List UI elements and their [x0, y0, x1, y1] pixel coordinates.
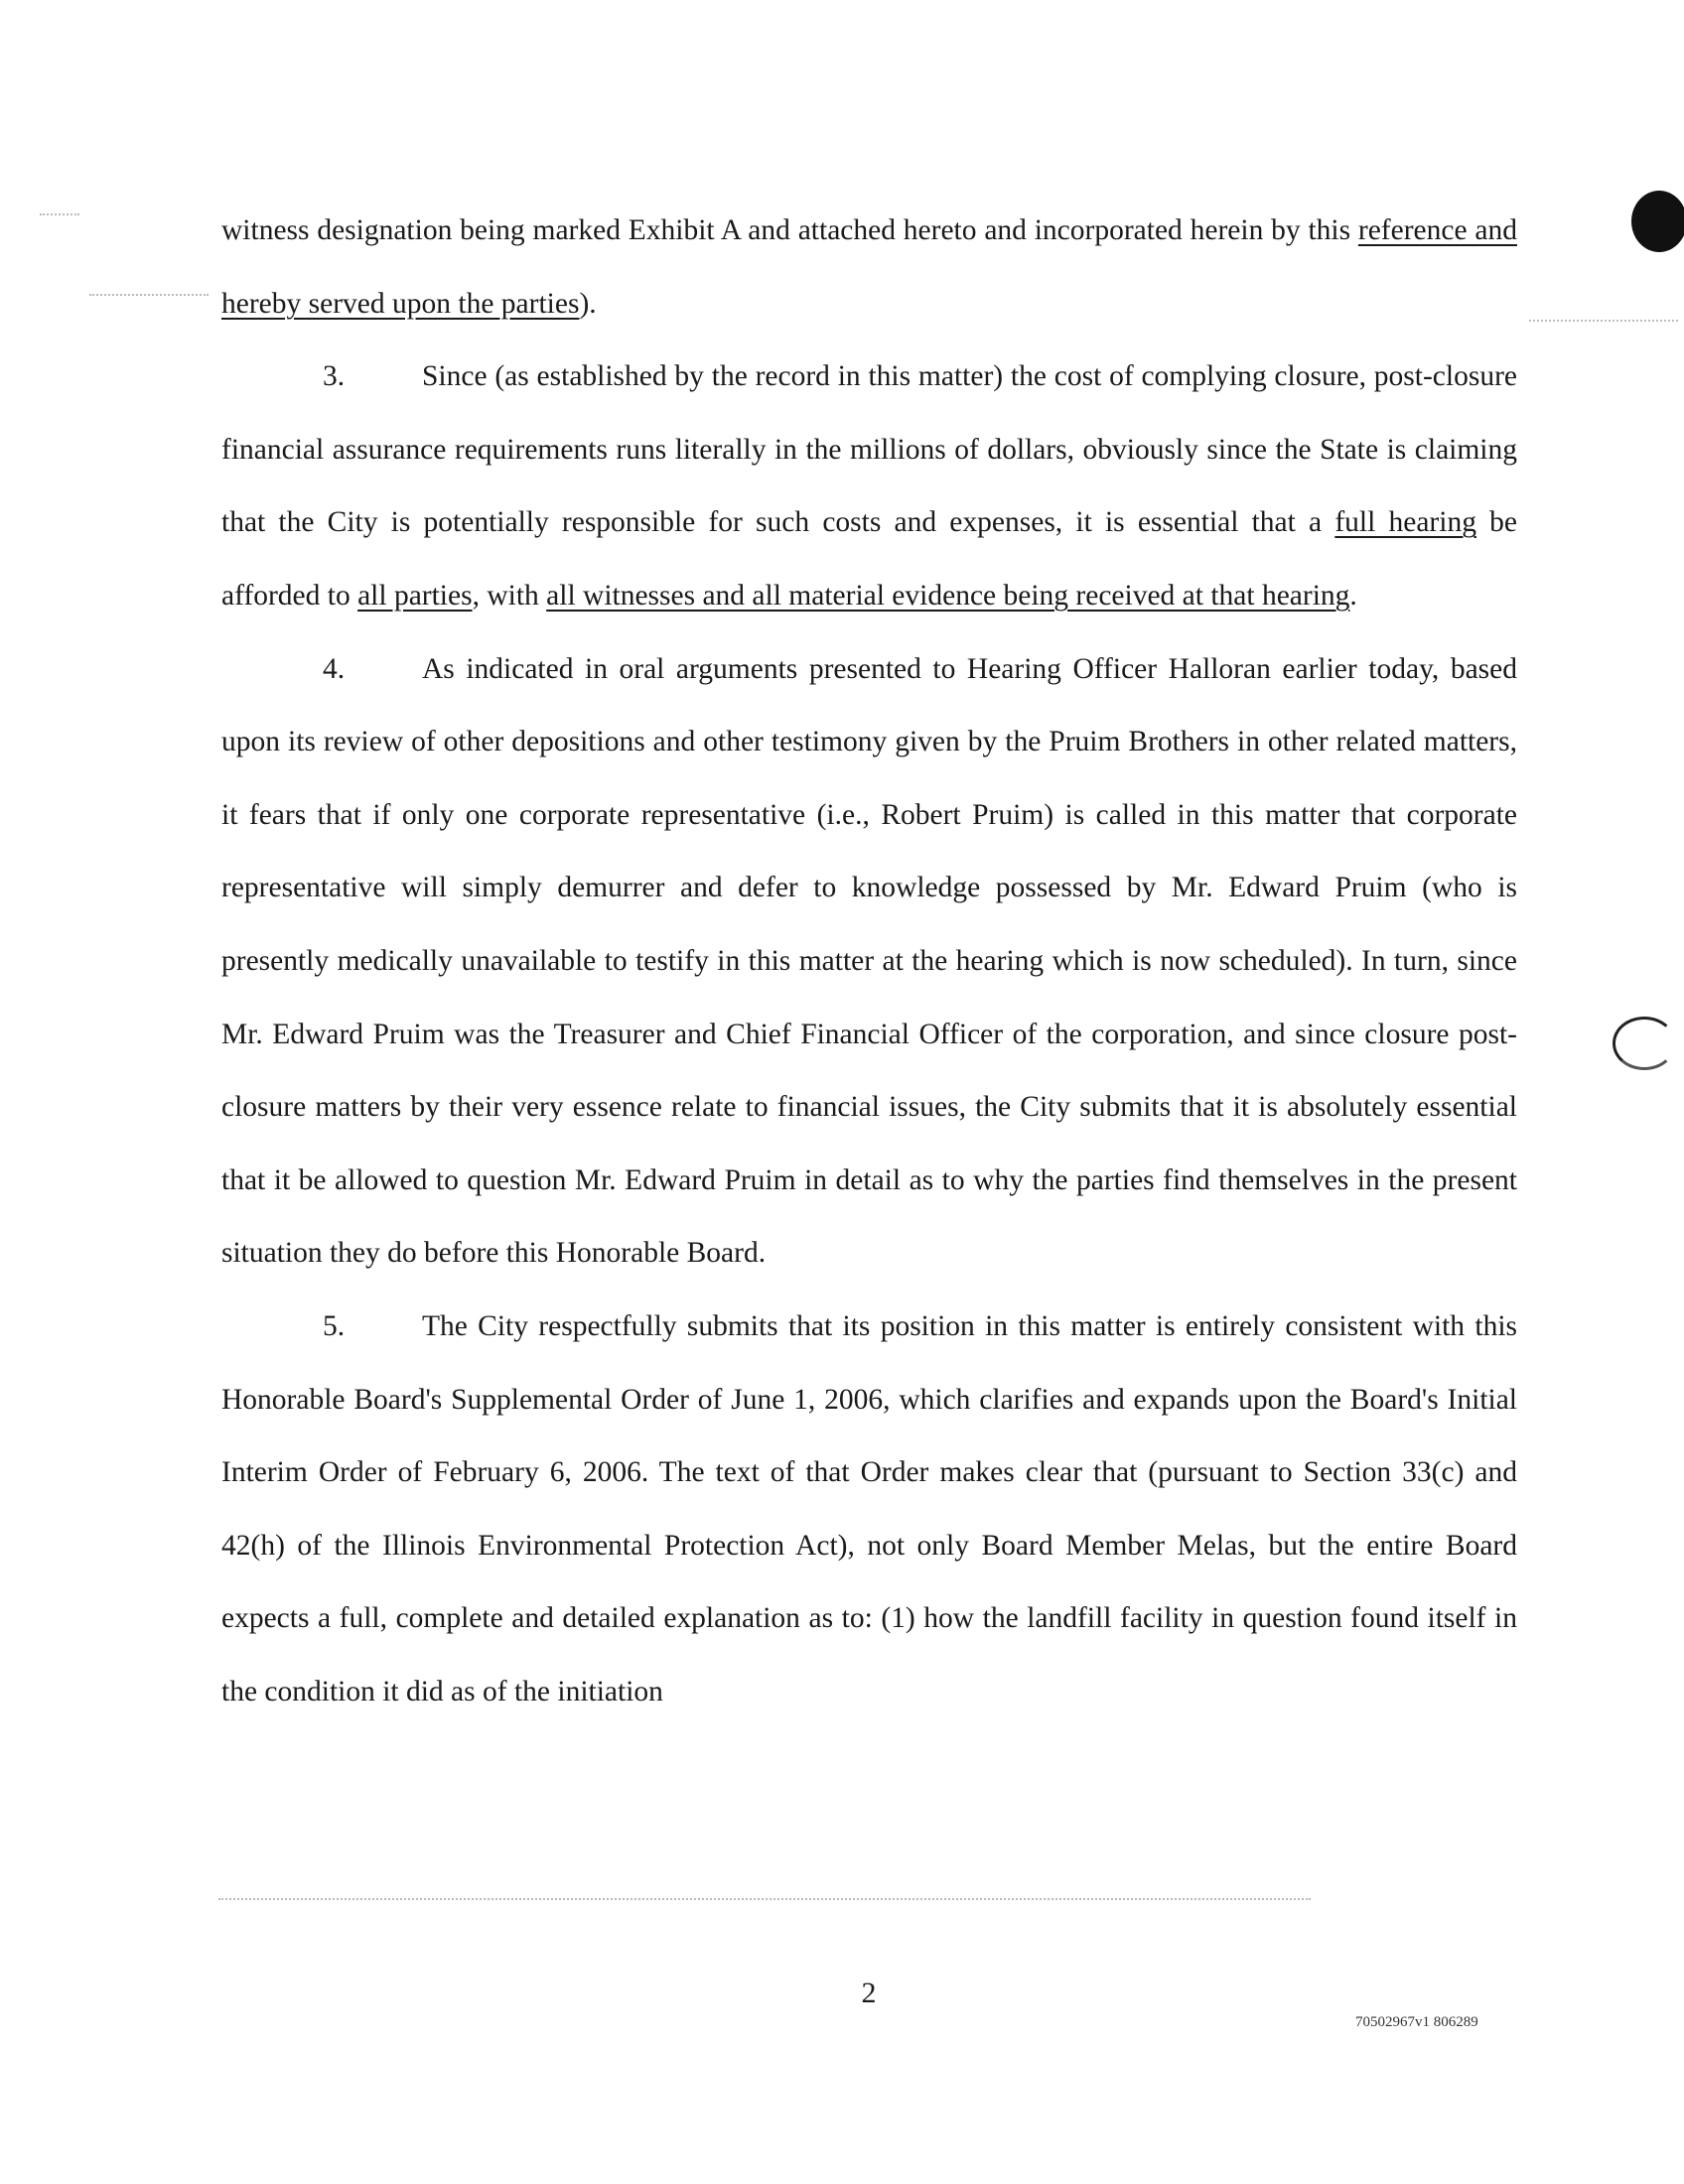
- paragraph-text: witness designation being marked Exhibit A and attached hereto and incorporated herein by this: [221, 214, 1358, 246]
- staple-artifact: [1613, 1017, 1676, 1070]
- underlined-text: all witnesses and all material evidence being received at that hearing: [546, 579, 1350, 612]
- underlined-text: all parties: [357, 579, 473, 612]
- scan-noise: [218, 1898, 1311, 1902]
- paragraph-text: .: [1349, 579, 1357, 612]
- document-id: 70502967v1 806289: [1355, 2014, 1478, 2030]
- paragraph-text: The City respectfully submits that its position in this matter is entirely consistent with this Honorable Board's Supplemental Order of June 1, 2006, which clarifies and expands upon the Board's Initial Interim Order of February 6, 2006. The text of that Order makes clear that (pursuant to Section 33(c) and 42(h) of the Illinois Environmental Protection Act), not only Board Member Melas, but the entire Board expects a full, complete and detailed explanation as to: (1) how the landfill facility in question found itself in the condition it did as of the initiation: [221, 1309, 1517, 1707]
- underlined-text: full hearing: [1334, 506, 1476, 539]
- page-number: 2: [861, 1977, 877, 2009]
- paragraph-text: As indicated in oral arguments presented to Hearing Officer Halloran earlier today, based upon its review of other depositions and other testimony given by the Pruim Brothers in other related matters, it fears that if only one corporate representative (i.e., Robert Pruim) is called in this matter that corporate representative will simply demurrer and defer to knowledge possessed by Mr. Edward Pruim (who is presently medically unavailable to testify in this matter at the hearing which is now scheduled). In turn, since Mr. Edward Pruim was the Treasurer and Chief Financial Officer of the corporation, and since closure post-closure matters by their very essence relate to financial issues, the City submits that it is absolutely essential that it be allowed to question Mr. Edward Pruim in detail as to why the parties find themselves in the present situation they do before this Honorable Board.: [221, 652, 1517, 1270]
- paragraph-number: 5.: [323, 1309, 346, 1342]
- underlined-text: reference and hereby served upon the parties: [221, 214, 1517, 320]
- punch-hole-artifact: [1631, 191, 1684, 252]
- scan-noise: [1529, 320, 1678, 324]
- numbered-paragraph: [221, 1291, 1517, 1729]
- paragraph-number: 4.: [323, 652, 346, 685]
- scan-noise: [40, 213, 79, 217]
- continuation-paragraph: [221, 195, 1517, 341]
- scan-noise: [89, 294, 209, 298]
- numbered-paragraph: [221, 341, 1517, 632]
- paragraph-number: 3.: [323, 360, 346, 393]
- document-body: [221, 195, 1517, 1728]
- paragraph-text: Since (as established by the record in this matter) the cost of complying closure, post-closure financial assurance requirements runs literally in the millions of dollars, obviously since the State is claiming that the City is potentially responsible for such costs and expenses, it is essential that a: [221, 360, 1517, 539]
- paragraph-text: , with: [472, 579, 547, 612]
- paragraph-text: be afforded to: [221, 506, 1517, 612]
- paragraph-text: ).: [579, 287, 597, 320]
- numbered-paragraph: [221, 633, 1517, 1291]
